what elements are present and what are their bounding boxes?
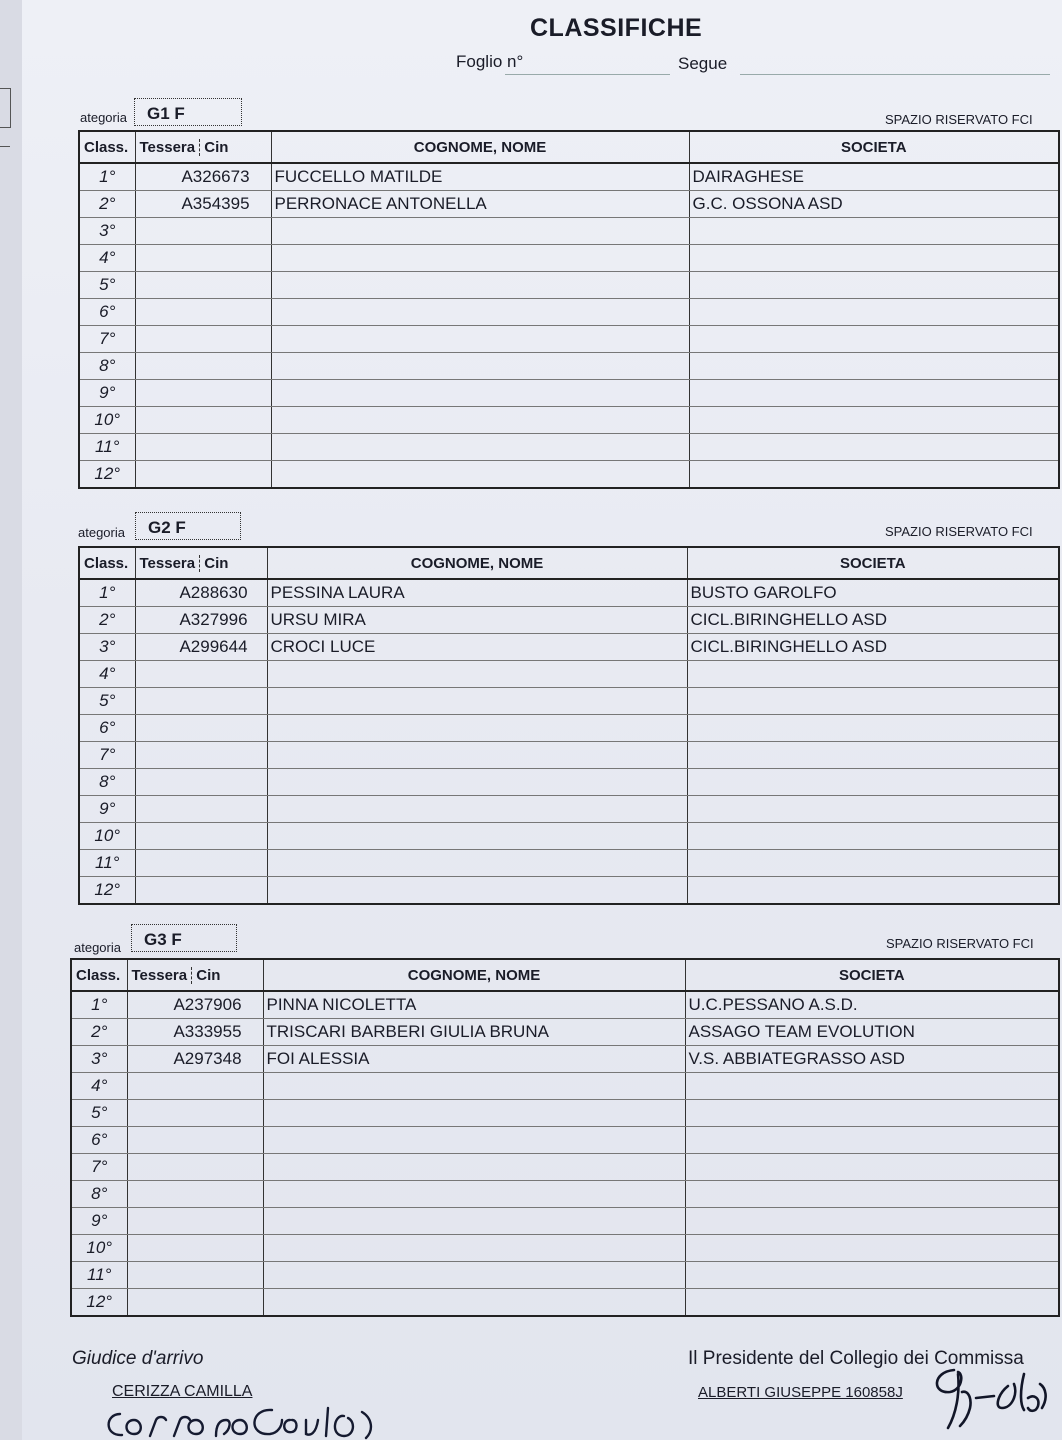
societa-cell xyxy=(689,380,1059,407)
table-row xyxy=(79,407,1059,434)
table-row xyxy=(71,1154,1059,1181)
societa-cell: G.C. OSSONA ASD xyxy=(689,191,1059,218)
name-cell xyxy=(271,461,689,489)
reserved-fci-label: SPAZIO RISERVATO FCI xyxy=(886,936,1034,951)
tessera-cell xyxy=(135,796,267,823)
tessera-cell xyxy=(135,326,271,353)
table-row xyxy=(79,850,1059,877)
position-cell: 12° xyxy=(79,461,135,489)
name-cell: CROCI LUCE xyxy=(267,634,687,661)
table-row xyxy=(79,272,1059,299)
giudice-signature xyxy=(100,1402,390,1440)
tessera-cell: A237906 xyxy=(127,991,263,1019)
table-row xyxy=(71,1019,1059,1046)
tessera-cell xyxy=(135,661,267,688)
name-cell: URSU MIRA xyxy=(267,607,687,634)
societa-cell: CICL.BIRINGHELLO ASD xyxy=(687,607,1059,634)
position-cell: 7° xyxy=(79,742,135,769)
segue-label: Segue xyxy=(678,54,728,73)
position-cell: 3° xyxy=(79,218,135,245)
table-row xyxy=(79,299,1059,326)
table-header-row xyxy=(71,959,1059,991)
tessera-cell: A327996 xyxy=(135,607,267,634)
table-row xyxy=(79,163,1059,191)
col-tessera-header xyxy=(127,959,263,991)
col-cin-label: Cin xyxy=(199,139,228,156)
table-row xyxy=(71,1100,1059,1127)
table-row xyxy=(79,218,1059,245)
name-cell xyxy=(271,299,689,326)
table-row xyxy=(79,877,1059,905)
position-cell: 9° xyxy=(71,1208,127,1235)
position-cell: 2° xyxy=(71,1019,127,1046)
position-cell: 1° xyxy=(79,163,135,191)
table-row xyxy=(79,245,1059,272)
tessera-cell: A354395 xyxy=(135,191,271,218)
table-header-row xyxy=(79,547,1059,579)
tessera-cell xyxy=(135,380,271,407)
societa-cell xyxy=(687,796,1059,823)
table-row xyxy=(79,191,1059,218)
name-cell xyxy=(271,380,689,407)
col-class-header: Class. xyxy=(71,959,127,991)
table-row xyxy=(79,326,1059,353)
col-societa-header: SOCIETA xyxy=(685,959,1059,991)
name-cell xyxy=(271,245,689,272)
societa-cell xyxy=(687,715,1059,742)
societa-cell: ASSAGO TEAM EVOLUTION xyxy=(685,1019,1059,1046)
societa-cell xyxy=(685,1127,1059,1154)
societa-cell xyxy=(685,1181,1059,1208)
name-cell: PERRONACE ANTONELLA xyxy=(271,191,689,218)
col-class-header: Class. xyxy=(79,547,135,579)
position-cell: 12° xyxy=(71,1289,127,1317)
name-cell xyxy=(271,326,689,353)
col-name-header: COGNOME, NOME xyxy=(271,131,689,163)
name-cell: PINNA NICOLETTA xyxy=(263,991,685,1019)
name-cell: FUCCELLO MATILDE xyxy=(271,163,689,191)
name-cell xyxy=(267,688,687,715)
reserved-fci-label: SPAZIO RISERVATO FCI xyxy=(885,112,1033,127)
tessera-cell xyxy=(135,218,271,245)
ranking-table-g1 xyxy=(78,130,1060,489)
societa-cell xyxy=(689,218,1059,245)
table-row xyxy=(71,1046,1059,1073)
col-name-header: COGNOME, NOME xyxy=(267,547,687,579)
ranking-table-g3 xyxy=(70,958,1060,1317)
name-cell xyxy=(271,353,689,380)
col-cin-label: Cin xyxy=(199,555,228,572)
name-cell xyxy=(263,1127,685,1154)
table-row xyxy=(79,434,1059,461)
col-tessera-header xyxy=(135,547,267,579)
societa-cell xyxy=(689,461,1059,489)
col-tessera-header xyxy=(135,131,271,163)
tessera-cell xyxy=(135,272,271,299)
societa-cell xyxy=(689,299,1059,326)
segue-line xyxy=(740,74,1050,75)
name-cell xyxy=(267,877,687,905)
position-cell: 8° xyxy=(79,769,135,796)
name-cell: PESSINA LAURA xyxy=(267,579,687,607)
table-row xyxy=(79,461,1059,489)
position-cell: 5° xyxy=(71,1100,127,1127)
tessera-cell xyxy=(135,245,271,272)
ranking-table-g2 xyxy=(78,546,1060,905)
position-cell: 5° xyxy=(79,688,135,715)
societa-cell xyxy=(687,769,1059,796)
societa-cell xyxy=(685,1262,1059,1289)
category-code-box: G3 F xyxy=(131,924,237,952)
category-code-box: G1 F xyxy=(134,98,242,126)
table-row xyxy=(79,688,1059,715)
position-cell: 6° xyxy=(79,299,135,326)
societa-cell xyxy=(685,1100,1059,1127)
societa-cell xyxy=(689,353,1059,380)
tessera-cell xyxy=(127,1208,263,1235)
table-row xyxy=(79,634,1059,661)
name-cell xyxy=(267,850,687,877)
name-cell xyxy=(267,742,687,769)
position-cell: 11° xyxy=(71,1262,127,1289)
table-row xyxy=(79,661,1059,688)
table-row xyxy=(71,1181,1059,1208)
name-cell xyxy=(263,1208,685,1235)
tessera-cell xyxy=(127,1235,263,1262)
col-tessera-label: Tessera xyxy=(139,138,196,156)
table-row xyxy=(71,1262,1059,1289)
col-cin-label: Cin xyxy=(191,967,220,984)
col-tessera-label: Tessera xyxy=(131,966,188,984)
societa-cell: V.S. ABBIATEGRASSO ASD xyxy=(685,1046,1059,1073)
tessera-cell xyxy=(127,1127,263,1154)
position-cell: 4° xyxy=(79,661,135,688)
tessera-cell xyxy=(135,877,267,905)
table-row xyxy=(79,796,1059,823)
tessera-cell xyxy=(135,688,267,715)
tessera-cell: A333955 xyxy=(127,1019,263,1046)
table-row xyxy=(71,1208,1059,1235)
societa-cell xyxy=(687,688,1059,715)
tessera-cell xyxy=(135,769,267,796)
tessera-cell xyxy=(135,823,267,850)
col-societa-header: SOCIETA xyxy=(687,547,1059,579)
name-cell xyxy=(267,796,687,823)
categoria-label: ategoria xyxy=(74,940,121,955)
tessera-cell: A288630 xyxy=(135,579,267,607)
societa-cell: BUSTO GAROLFO xyxy=(687,579,1059,607)
table-row xyxy=(79,823,1059,850)
name-cell xyxy=(263,1289,685,1317)
name-cell xyxy=(267,769,687,796)
societa-cell xyxy=(687,823,1059,850)
position-cell: 1° xyxy=(71,991,127,1019)
name-cell xyxy=(263,1154,685,1181)
tessera-cell xyxy=(127,1262,263,1289)
position-cell: 9° xyxy=(79,380,135,407)
position-cell: 6° xyxy=(71,1127,127,1154)
name-cell xyxy=(263,1073,685,1100)
societa-cell xyxy=(687,742,1059,769)
tessera-cell xyxy=(135,299,271,326)
col-tessera-label: Tessera xyxy=(139,554,196,572)
category-code-box: G2 F xyxy=(135,512,241,540)
name-cell xyxy=(263,1181,685,1208)
categoria-label: ategoria xyxy=(80,110,127,125)
table-row xyxy=(71,1127,1059,1154)
tessera-cell xyxy=(135,461,271,489)
name-cell xyxy=(271,407,689,434)
position-cell: 11° xyxy=(79,434,135,461)
position-cell: 7° xyxy=(79,326,135,353)
adjacent-sheet-edge xyxy=(0,0,22,1440)
name-cell xyxy=(271,272,689,299)
name-cell xyxy=(263,1100,685,1127)
presidente-label: Il Presidente del Collegio dei Commissa xyxy=(688,1348,1024,1369)
tessera-cell xyxy=(127,1100,263,1127)
societa-cell: CICL.BIRINGHELLO ASD xyxy=(687,634,1059,661)
table-row xyxy=(79,742,1059,769)
col-class-header: Class. xyxy=(79,131,135,163)
foglio-line xyxy=(505,74,670,75)
position-cell: 2° xyxy=(79,191,135,218)
societa-cell xyxy=(689,272,1059,299)
table-row xyxy=(71,1073,1059,1100)
societa-cell xyxy=(687,661,1059,688)
tessera-cell xyxy=(135,353,271,380)
tessera-cell xyxy=(135,850,267,877)
name-cell xyxy=(267,661,687,688)
name-cell xyxy=(263,1262,685,1289)
position-cell: 10° xyxy=(79,407,135,434)
position-cell: 10° xyxy=(71,1235,127,1262)
table-row xyxy=(71,1289,1059,1317)
position-cell: 3° xyxy=(71,1046,127,1073)
name-cell xyxy=(271,434,689,461)
table-row xyxy=(79,579,1059,607)
position-cell: 11° xyxy=(79,850,135,877)
societa-cell xyxy=(689,434,1059,461)
tessera-cell xyxy=(135,407,271,434)
giudice-label: Giudice d'arrivo xyxy=(72,1348,204,1369)
societa-cell xyxy=(687,850,1059,877)
position-cell: 12° xyxy=(79,877,135,905)
societa-cell xyxy=(685,1289,1059,1317)
societa-cell xyxy=(685,1235,1059,1262)
position-cell: 8° xyxy=(79,353,135,380)
societa-cell xyxy=(689,326,1059,353)
position-cell: 2° xyxy=(79,607,135,634)
tessera-cell xyxy=(135,434,271,461)
position-cell: 8° xyxy=(71,1181,127,1208)
tessera-cell: A326673 xyxy=(135,163,271,191)
reserved-fci-label: SPAZIO RISERVATO FCI xyxy=(885,524,1033,539)
societa-cell xyxy=(685,1208,1059,1235)
table-row xyxy=(79,769,1059,796)
tessera-cell xyxy=(127,1181,263,1208)
societa-cell xyxy=(685,1154,1059,1181)
categoria-label: ategoria xyxy=(78,525,125,540)
table-row xyxy=(79,353,1059,380)
position-cell: 10° xyxy=(79,823,135,850)
tessera-cell xyxy=(127,1154,263,1181)
name-cell: TRISCARI BARBERI GIULIA BRUNA xyxy=(263,1019,685,1046)
position-cell: 3° xyxy=(79,634,135,661)
presidente-signature xyxy=(928,1364,1062,1436)
table-header-row xyxy=(79,131,1059,163)
name-cell xyxy=(267,823,687,850)
name-cell: FOI ALESSIA xyxy=(263,1046,685,1073)
tessera-cell xyxy=(127,1073,263,1100)
position-cell: 1° xyxy=(79,579,135,607)
societa-cell xyxy=(689,245,1059,272)
position-cell: 4° xyxy=(71,1073,127,1100)
giudice-name: CERIZZA CAMILLA xyxy=(112,1383,253,1400)
tessera-cell: A297348 xyxy=(127,1046,263,1073)
societa-cell: U.C.PESSANO A.S.D. xyxy=(685,991,1059,1019)
tessera-cell: A299644 xyxy=(135,634,267,661)
position-cell: 7° xyxy=(71,1154,127,1181)
position-cell: 5° xyxy=(79,272,135,299)
tessera-cell xyxy=(127,1289,263,1317)
col-name-header: COGNOME, NOME xyxy=(263,959,685,991)
position-cell: 4° xyxy=(79,245,135,272)
position-cell: 9° xyxy=(79,796,135,823)
table-row xyxy=(71,1235,1059,1262)
table-row xyxy=(71,991,1059,1019)
col-societa-header: SOCIETA xyxy=(689,131,1059,163)
tessera-cell xyxy=(135,715,267,742)
societa-cell: DAIRAGHESE xyxy=(689,163,1059,191)
foglio-label: Foglio n° xyxy=(456,52,524,71)
table-row xyxy=(79,380,1059,407)
societa-cell xyxy=(685,1073,1059,1100)
table-row xyxy=(79,607,1059,634)
name-cell xyxy=(267,715,687,742)
name-cell xyxy=(271,218,689,245)
societa-cell xyxy=(687,877,1059,905)
societa-cell xyxy=(689,407,1059,434)
position-cell: 6° xyxy=(79,715,135,742)
name-cell xyxy=(263,1235,685,1262)
table-row xyxy=(79,715,1059,742)
page-title: CLASSIFICHE xyxy=(530,14,703,42)
presidente-name: ALBERTI GIUSEPPE 160858J xyxy=(698,1384,903,1401)
tessera-cell xyxy=(135,742,267,769)
